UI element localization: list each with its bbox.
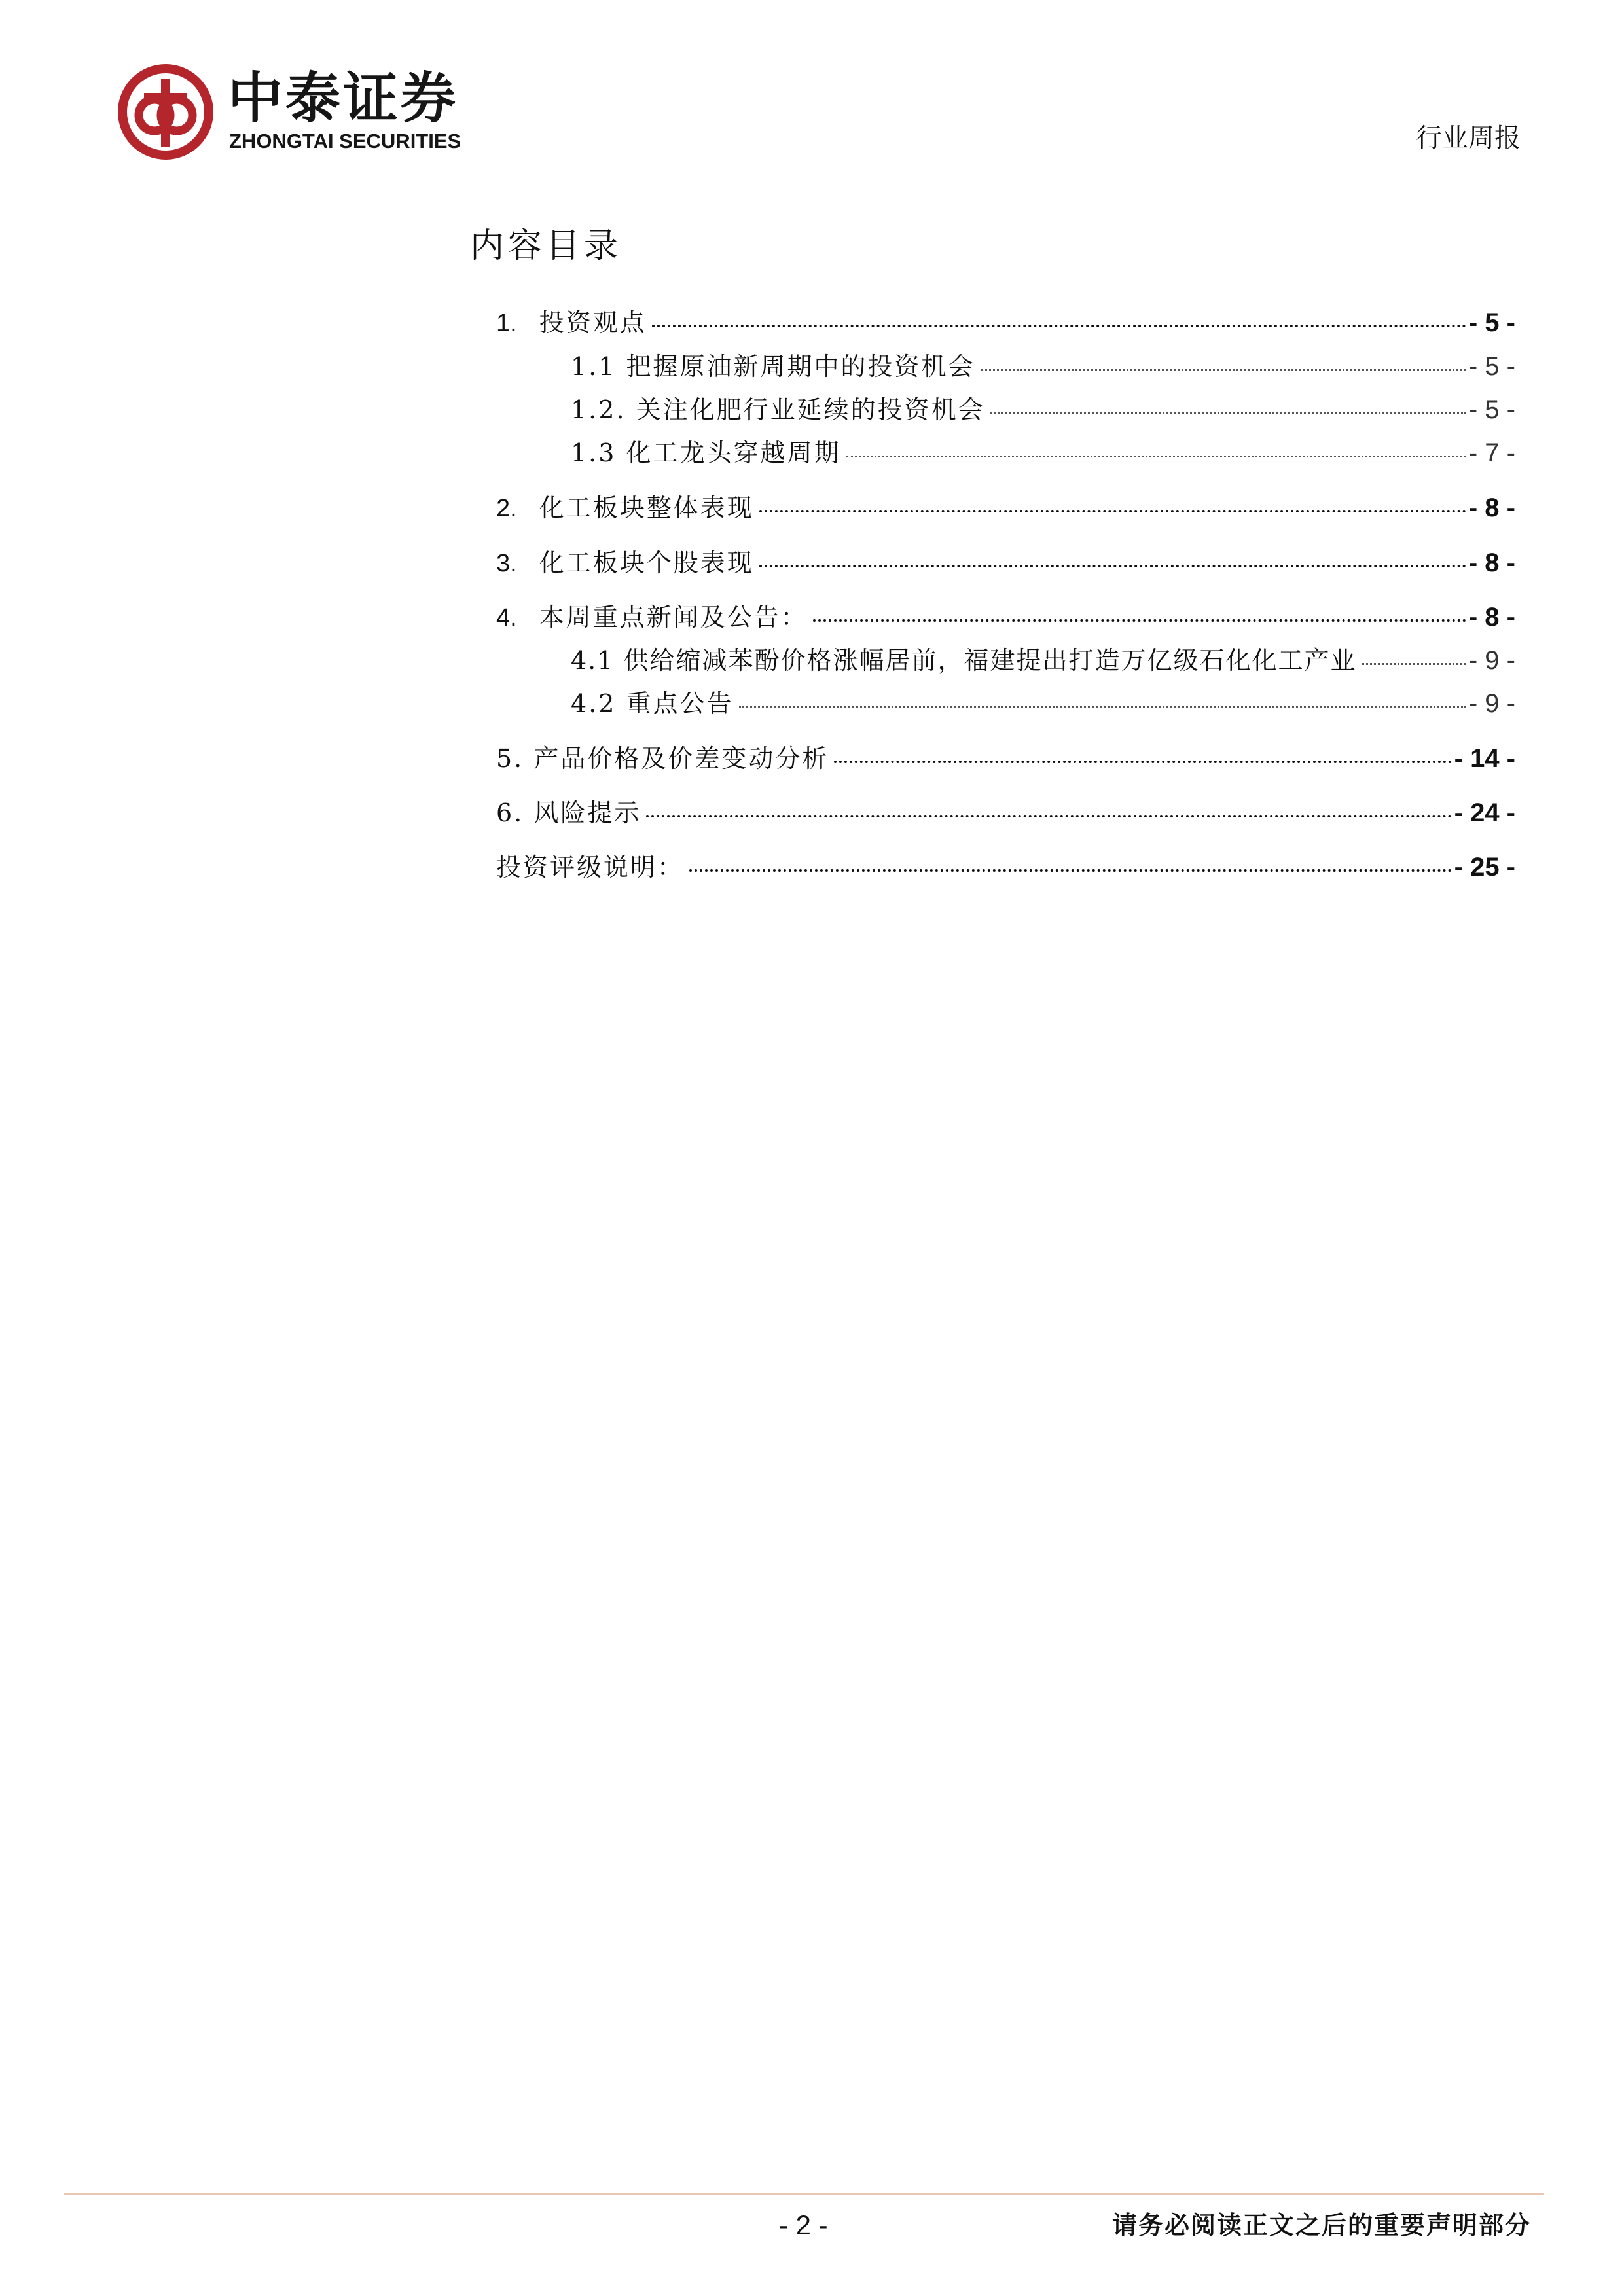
toc-entry-label: 投资观点 bbox=[539, 308, 647, 337]
toc-entry-label: 6. 风险提示 bbox=[496, 798, 641, 827]
toc-entry-label: 化工板块个股表现 bbox=[539, 548, 754, 577]
toc-entry-1-3[interactable] bbox=[571, 433, 1515, 469]
company-logo bbox=[118, 64, 484, 162]
toc-dot-leader bbox=[834, 761, 1451, 763]
toc-entry-label: 4.1 供给缩减苯酚价格涨幅居前，福建提出打造万亿级石化化工产业 bbox=[571, 646, 1357, 675]
toc-entry-number: 1. bbox=[496, 310, 517, 337]
toc-entry-page: - 7 - bbox=[1468, 439, 1515, 467]
toc-entry-label: 5. 产品价格及价差变动分析 bbox=[496, 744, 829, 773]
toc-entry-rating[interactable] bbox=[496, 847, 1515, 884]
logo-english-name: ZHONGTAI SECURITIES bbox=[229, 130, 461, 152]
toc-dot-leader bbox=[689, 869, 1452, 872]
toc-entry-2[interactable] bbox=[496, 488, 1515, 524]
toc-entry-label: 1.1 把握原油新周期中的投资机会 bbox=[571, 352, 975, 381]
toc-entry-4-2[interactable] bbox=[571, 683, 1515, 720]
toc-entry-5[interactable] bbox=[496, 738, 1515, 775]
footer-divider bbox=[64, 2193, 1544, 2195]
toc-entry-4[interactable] bbox=[496, 597, 1515, 634]
toc-entry-number: 4. bbox=[496, 604, 517, 632]
toc-dot-leader bbox=[813, 619, 1466, 622]
toc-entry-page: - 9 - bbox=[1468, 646, 1515, 675]
toc-entry-1-2[interactable] bbox=[571, 389, 1515, 426]
toc-dot-leader bbox=[739, 706, 1466, 708]
toc-entry-4-1[interactable] bbox=[571, 640, 1515, 677]
toc-dot-leader bbox=[846, 456, 1466, 457]
toc-dot-leader bbox=[990, 412, 1466, 414]
toc-entry-6[interactable] bbox=[496, 793, 1515, 829]
zhongtai-logo-icon bbox=[118, 64, 213, 160]
toc-dot-leader bbox=[646, 815, 1451, 817]
footer-page-number: - 2 - bbox=[779, 2210, 828, 2240]
toc-dot-leader bbox=[652, 325, 1466, 327]
toc-entry-page: - 14 - bbox=[1454, 744, 1515, 773]
toc-entry-page: - 24 - bbox=[1454, 798, 1515, 827]
toc-entry-3[interactable] bbox=[496, 543, 1515, 579]
footer-disclaimer-notice: 请务必阅读正文之后的重要声明部分 bbox=[1111, 2210, 1531, 2240]
toc-entry-1-1[interactable] bbox=[571, 346, 1515, 383]
toc-entry-page: - 8 - bbox=[1468, 603, 1515, 632]
toc-dot-leader bbox=[759, 565, 1466, 567]
toc-entry-page: - 9 - bbox=[1468, 689, 1515, 718]
toc-entry-page: - 5 - bbox=[1468, 308, 1515, 337]
toc-title: 内容目录 bbox=[470, 226, 623, 266]
report-type-label: 行业周报 bbox=[1416, 123, 1521, 153]
toc-entry-page: - 8 - bbox=[1468, 548, 1515, 577]
toc-entry-number: 2. bbox=[496, 495, 517, 522]
toc-entry-label: 4.2 重点公告 bbox=[571, 689, 734, 718]
toc-entry-page: - 5 - bbox=[1468, 352, 1515, 381]
toc-entry-label: 1.2. 关注化肥行业延续的投资机会 bbox=[571, 395, 985, 424]
toc-entry-label: 1.3 化工龙头穿越周期 bbox=[571, 439, 841, 467]
toc-entry-label: 本周重点新闻及公告： bbox=[539, 603, 808, 632]
logo-chinese-name: 中泰证券 bbox=[228, 66, 459, 130]
toc-dot-leader bbox=[1362, 663, 1466, 665]
toc-entry-page: - 25 - bbox=[1454, 853, 1515, 882]
toc-entry-page: - 8 - bbox=[1468, 493, 1515, 522]
toc-dot-leader bbox=[981, 369, 1466, 371]
toc-dot-leader bbox=[759, 510, 1466, 512]
toc-entry-label: 化工板块整体表现 bbox=[539, 493, 754, 522]
toc-entry-number: 3. bbox=[496, 550, 517, 577]
toc-entry-label: 投资评级说明： bbox=[496, 853, 685, 882]
toc-entry-page: - 5 - bbox=[1468, 395, 1515, 424]
toc-entry-1[interactable] bbox=[496, 302, 1515, 339]
